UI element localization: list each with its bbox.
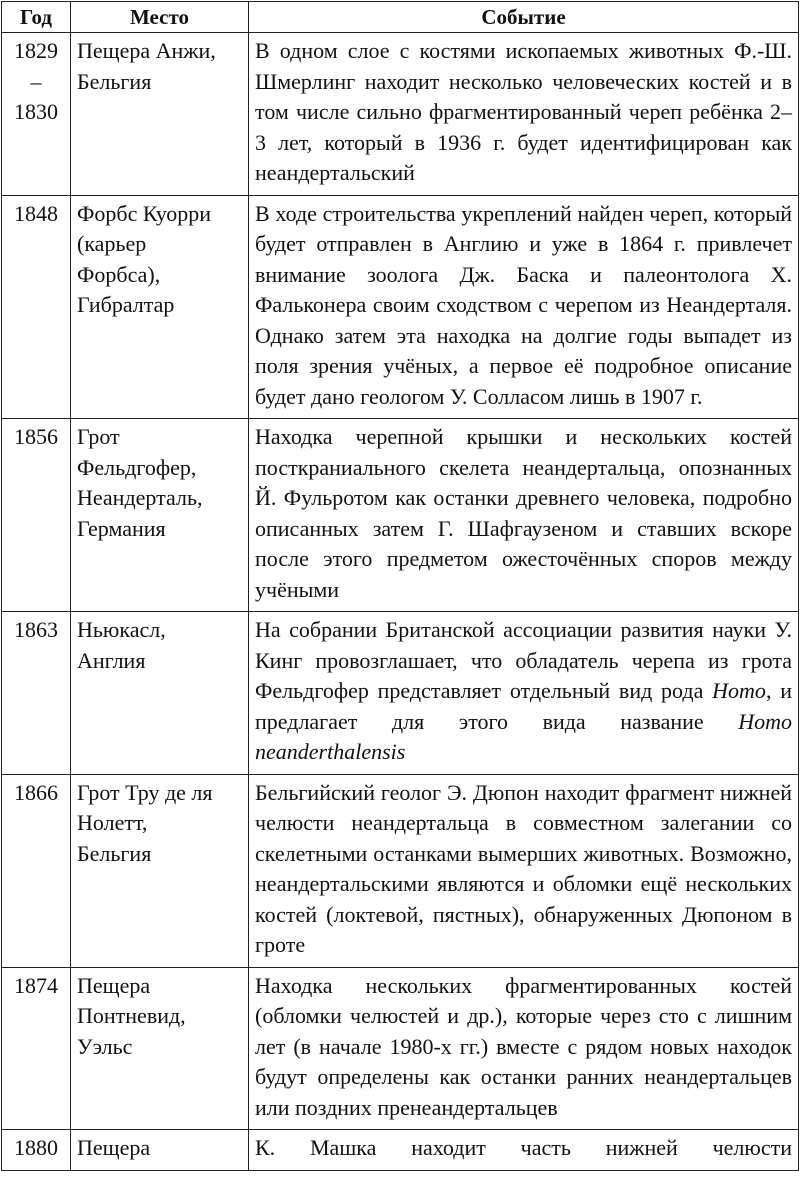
year-line: 1830	[14, 99, 58, 124]
place-cell	[71, 612, 249, 775]
year-cell	[2, 612, 71, 775]
place-line: Понтневид,	[77, 1003, 186, 1028]
place-line: Англия	[77, 647, 146, 673]
event-text: На собрании Британской ассоциации развития науки У. Кинг провозглашает, что обладатель черепа из грота Фельдгофер представляет отдельный вид рода	[255, 617, 792, 703]
place-line: Бельгия	[77, 68, 152, 94]
year-cell	[2, 774, 71, 967]
place-line: (карьер	[77, 231, 147, 256]
place-cell	[71, 967, 249, 1130]
place-cell	[71, 774, 249, 967]
place-line: Фельдгофер,	[77, 454, 197, 480]
place-line: Бельгия	[77, 840, 152, 866]
event-cell: В одном слое с костями ископаемых животных Ф.-Ш. Шмерлинг находит несколько человеческих костей и в том числе сильно фрагментированный череп ребёнка 2–3 лет, который в 1936 г. будет идентифицирован как неандертальский	[249, 33, 799, 196]
place-line: Пещера Анжи,	[77, 38, 216, 63]
place-line: Неандерталь,	[77, 485, 203, 510]
place-line: Пещера	[77, 972, 151, 998]
place-cell	[71, 33, 249, 196]
year-line: –	[30, 68, 42, 94]
table-row	[2, 1130, 799, 1171]
header-year: Год	[2, 2, 71, 33]
place-line: Германия	[77, 515, 166, 541]
events-table	[1, 1, 799, 1171]
table-row	[2, 33, 799, 196]
header-place: Место	[71, 2, 249, 33]
place-line: Пещера	[77, 1135, 151, 1160]
header-row	[2, 2, 799, 33]
table-row	[2, 967, 799, 1130]
event-cell: Находка черепной крышки и нескольких костей посткраниального скелета неандертальца, опознанных Й. Фульротом как останки древнего человека, подробно описанных затем Г. Шафгаузеном и ставших вскоре после этого предметом ожесточённых споров между учёными	[249, 419, 799, 612]
place-line: Ньюкасл,	[77, 617, 166, 642]
place-line: Нолетт,	[77, 810, 148, 835]
header-event: Событие	[249, 2, 799, 33]
place-line: Грот	[77, 424, 120, 449]
year-line: 1863	[14, 617, 58, 642]
place-cell	[71, 419, 249, 612]
year-line: 1856	[14, 424, 58, 449]
event-cell	[249, 612, 799, 775]
table-row	[2, 774, 799, 967]
year-line: 1866	[14, 779, 58, 805]
place-line: Грот Тру де ля	[77, 779, 213, 805]
year-line: 1848	[14, 200, 58, 226]
table-row	[2, 419, 799, 612]
year-cell	[2, 967, 71, 1130]
year-line: 1874	[14, 972, 58, 998]
event-text: , и предлагает для этого вида название	[255, 678, 792, 734]
event-cell: К. Машка находит часть нижней челюсти	[249, 1130, 799, 1171]
place-cell	[71, 195, 249, 419]
year-line: 1829	[14, 38, 58, 63]
year-cell	[2, 1130, 71, 1171]
event-italic-genus: Homo	[712, 678, 766, 703]
year-line: 1880	[14, 1135, 58, 1160]
year-cell	[2, 195, 71, 419]
year-cell	[2, 33, 71, 196]
event-italic-species: Homo neanderthalensis	[255, 708, 792, 764]
event-cell: Бельгийский геолог Э. Дюпон находит фрагмент нижней челюсти неандертальца в совместном залегании со скелетными останками вымерших животных. Возможно, неандертальскими являются и обломки ещё нескольких костей (локтевой, пястных), обнаруженных Дюпоном в гроте	[249, 774, 799, 967]
event-cell: В ходе строительства укреплений найден череп, который будет отправлен в Англию и уже в 1864 г. привлечет внимание зоолога Дж. Баска и палеонтолога Х. Фальконера своим сходством с черепом из Неандерталя. Однако затем эта находка на долгие годы выпадет из поля зрения учёных, а первое её подробное описание будет дано геологом У. Солласом лишь в 1907 г.	[249, 195, 799, 419]
place-line: Уэльс	[77, 1033, 133, 1059]
table-row	[2, 612, 799, 775]
place-line: Форбс Куорри	[77, 200, 212, 226]
place-cell	[71, 1130, 249, 1171]
place-line: Гибралтар	[77, 292, 175, 317]
place-line: Форбса),	[77, 261, 161, 287]
event-cell: Находка нескольких фрагментированных костей (обломки челюстей и др.), которые через сто с лишним лет (в начале 1980-х гг.) вместе с рядом новых находок будут определены как останки ранних неандертальцев или поздних пренеандертальцев	[249, 967, 799, 1130]
table-row	[2, 195, 799, 419]
year-cell	[2, 419, 71, 612]
